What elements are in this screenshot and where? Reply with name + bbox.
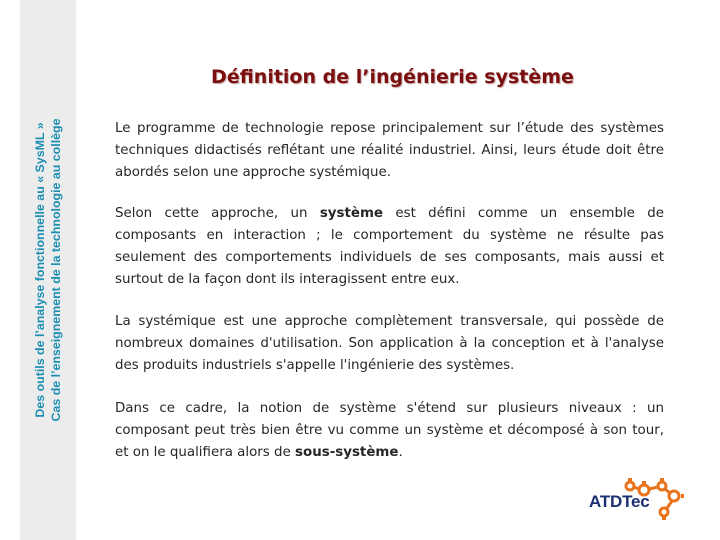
paragraph-system-definition: [115, 203, 664, 291]
emphasized-term: sous-système: [295, 445, 399, 460]
sidebar-caption-line2: Cas de l’enseignement de la technologie au collège: [49, 118, 63, 422]
emphasized-term: système: [319, 206, 383, 221]
sidebar-caption-line1: Des outils de l’analyse fonctionnelle au « SysML »: [33, 122, 47, 418]
slide-title: Définition de l’ingénierie système: [211, 66, 574, 88]
paragraph-text: .: [398, 445, 403, 460]
paragraph-intro: Le programme de technologie repose principalement sur l’étude des systèmes techniques didactisés reflétant une réalité industriel. Ainsi, leurs étude doit être abordés selon une approche systémique.: [115, 121, 664, 180]
paragraph-text: est défini comme un ensemble de composants en interaction ; le comportement du système ne résulte pas seulement des comportements individuels de ses composants, mais aussi et surtout de la façon dont ils interagissent entre eux.: [115, 206, 664, 287]
paragraph-systemics: La systémique est une approche complètement transversale, qui possède de nombreux domaines d'utilisation. Son application à la conception et à l'analyse des produits industriels s'appelle l'ingénierie des systèmes.: [115, 314, 664, 373]
logo-text: ATDTec: [589, 492, 650, 511]
paragraph-text: Dans ce cadre, la notion de système s'étend sur plusieurs niveaux : un composant peut très bien être vu comme un système et décomposé à son tour, et on le qualifiera alors de: [115, 401, 664, 460]
atdtec-logo: [578, 478, 690, 528]
paragraph-text: Selon cette approche, un: [115, 206, 320, 221]
paragraph-subsystem: [115, 398, 664, 464]
sidebar-caption: [32, 119, 64, 422]
